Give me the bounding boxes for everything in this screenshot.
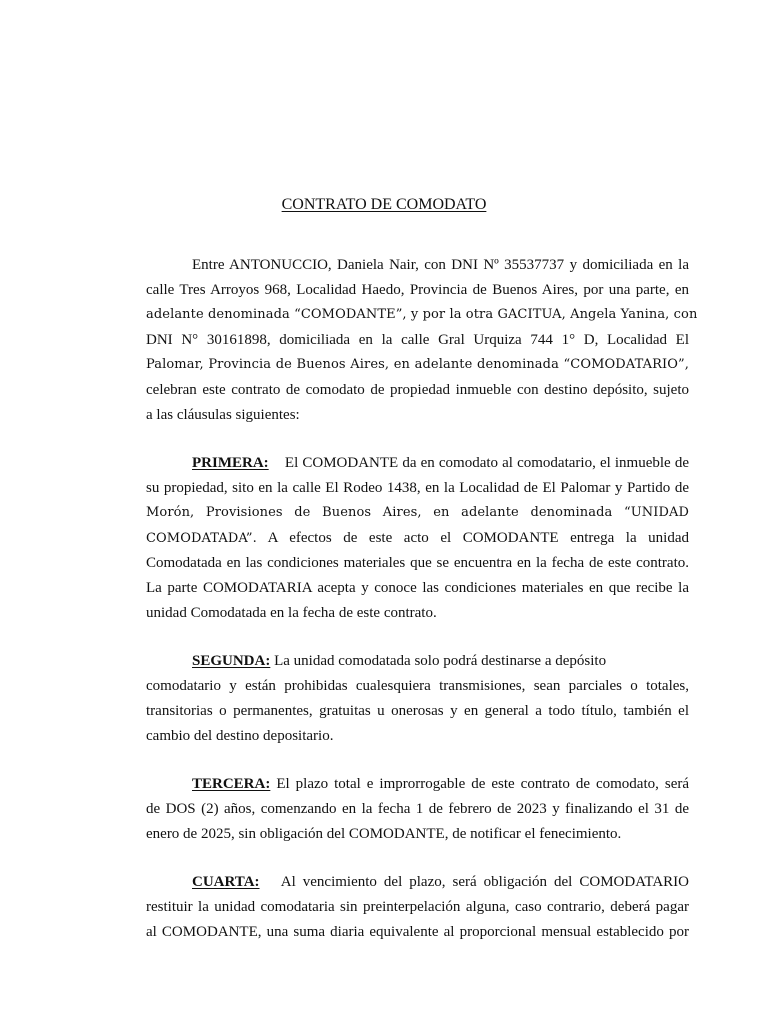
- clause-tercera-first-line: [192, 774, 689, 794]
- clause-primera-line: su propiedad, sito en la calle El Rodeo 1438, en la Localidad de El Palomar y Partido de: [146, 480, 689, 496]
- clause-tercera-line: de DOS (2) años, comenzando en la fecha 1 de febrero de 2023 y finalizando el 31 de: [146, 801, 689, 817]
- clause-primera-mixed-line: [146, 528, 689, 549]
- clause-cuarta-line: al COMODANTE, una suma diaria equivalente al proporcional mensual establecido por: [146, 924, 689, 940]
- intro-line: DNI N° 30161898, domiciliada en la calle Gral Urquiza 744 1° D, Localidad El: [146, 332, 689, 348]
- clause-tercera-heading: TERCERA:: [192, 776, 271, 792]
- clause-primera-text: COMODATADA”.: [146, 531, 257, 546]
- clause-primera-heading: PRIMERA:: [192, 455, 269, 471]
- intro-line: a las cláusulas siguientes:: [146, 407, 300, 423]
- clause-tercera-text: El plazo total e improrrogable de este contrato de comodato, será: [276, 776, 690, 792]
- clause-cuarta-text: Al vencimiento del plazo, será obligación del COMODATARIO: [280, 874, 689, 890]
- clause-primera-text: El COMODANTE da en comodato al comodatario, el inmueble de: [284, 455, 689, 471]
- clause-segunda-line: comodatario y están prohibidas cualesquiera transmisiones, sean parciales o totales,: [146, 678, 689, 694]
- clause-primera-line: La parte COMODATARIA acepta y conoce las condiciones materiales en que recibe la: [146, 580, 689, 596]
- clause-primera-text: A efectos de este acto el COMODANTE entrega la unidad: [267, 530, 689, 546]
- intro-line: Entre ANTONUCCIO, Daniela Nair, con DNI Nº 35537737 y domiciliada en la: [192, 257, 689, 273]
- clause-segunda-text: La unidad comodatada solo podrá destinarse a depósito: [274, 653, 607, 669]
- clause-segunda-line: cambio del destino depositario.: [146, 728, 334, 744]
- intro-line: celebran este contrato de comodato de propiedad inmueble con destino depósito, sujeto: [146, 382, 689, 398]
- clause-segunda-line: transitorias o permanentes, gratuitas u onerosas y en general a todo título, también el: [146, 703, 689, 719]
- clause-primera-line: Comodatada en las condiciones materiales que se encuentra en la fecha de este contrato.: [146, 555, 689, 571]
- clause-primera-first-line: [192, 453, 689, 473]
- clause-cuarta-line: restituir la unidad comodataria sin preinterpelación alguna, caso contrario, deberá pagar: [146, 899, 689, 915]
- document-title: CONTRATO DE COMODATO: [281, 196, 487, 213]
- clause-tercera-line: enero de 2025, sin obligación del COMODANTE, de notificar el fenecimiento.: [146, 826, 622, 842]
- clause-cuarta-first-line: [192, 872, 689, 892]
- clause-segunda-heading: SEGUNDA:: [192, 653, 271, 669]
- clause-cuarta-heading: CUARTA:: [192, 874, 260, 890]
- clause-primera-line: unidad Comodatada en la fecha de este contrato.: [146, 605, 437, 621]
- intro-line: calle Tres Arroyos 968, Localidad Haedo, Provincia de Buenos Aires, por una parte, en: [146, 282, 689, 298]
- clause-segunda-first-line: [192, 651, 606, 671]
- intro-line: Palomar, Provincia de Buenos Aires, en adelante denominada “COMODATARIO”,: [146, 357, 689, 372]
- clause-primera-line: Morón, Provisiones de Buenos Aires, en adelante denominada “UNIDAD: [146, 505, 689, 520]
- intro-line: adelante denominada “COMODANTE”, y por la otra GACITUA, Angela Yanina, con: [146, 307, 698, 322]
